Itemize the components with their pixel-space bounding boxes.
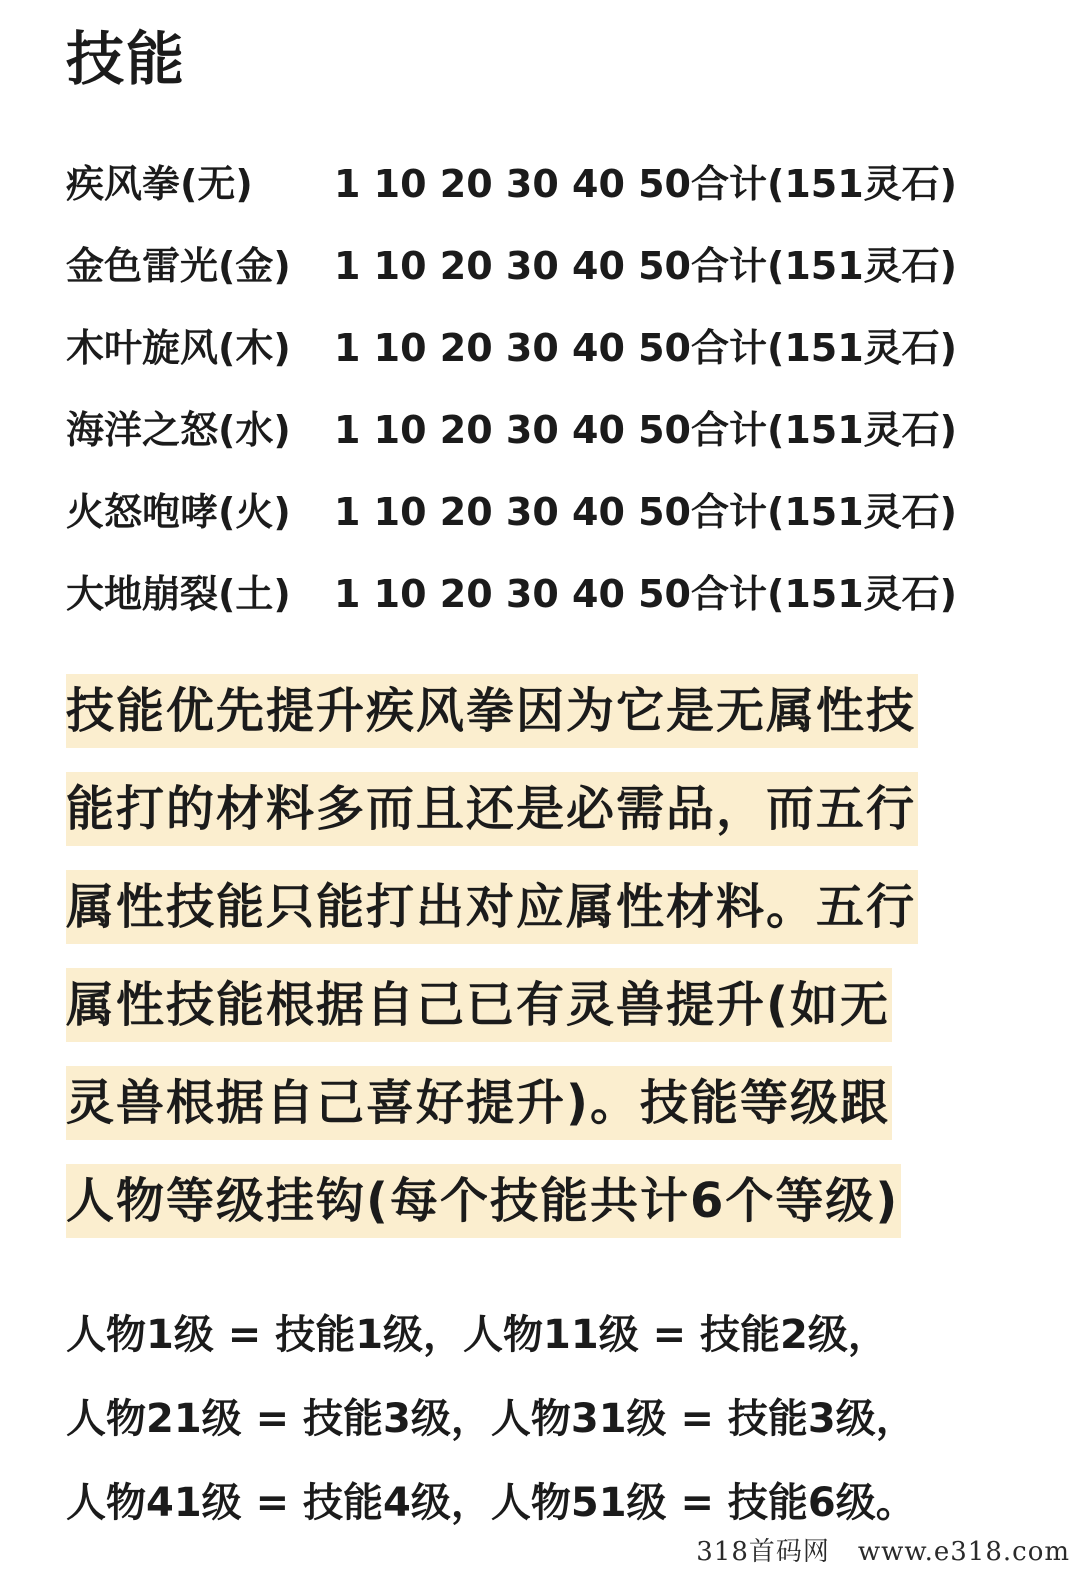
skill-name: 海洋之怒(水) bbox=[66, 408, 291, 452]
highlight-text: 灵兽根据自己喜好提升)。技能等级跟 bbox=[66, 1066, 892, 1140]
skill-levels: 1 10 20 30 40 50合计(151灵石) bbox=[334, 490, 958, 534]
page-title: 技能 bbox=[66, 25, 187, 93]
skill-levels: 1 10 20 30 40 50合计(151灵石) bbox=[334, 408, 958, 452]
highlight-line bbox=[66, 1066, 1016, 1164]
highlight-text: 技能优先提升疾风拳因为它是无属性技 bbox=[66, 674, 918, 748]
skill-row bbox=[66, 316, 1026, 398]
highlight-text: 能打的材料多而且还是必需品，而五行 bbox=[66, 772, 918, 846]
skill-name: 大地崩裂(土) bbox=[66, 572, 291, 616]
watermark bbox=[696, 1531, 1070, 1568]
skill-name: 木叶旋风(木) bbox=[66, 326, 291, 370]
highlighted-paragraph bbox=[66, 674, 1016, 1262]
highlight-line bbox=[66, 1164, 1016, 1262]
level-mapping bbox=[66, 1300, 1026, 1552]
highlight-line bbox=[66, 674, 1016, 772]
skill-row bbox=[66, 398, 1026, 480]
skill-name: 火怒咆哮(火) bbox=[66, 490, 291, 534]
level-map-line: 人物1级 = 技能1级，人物11级 = 技能2级， bbox=[66, 1312, 888, 1358]
skill-levels: 1 10 20 30 40 50合计(151灵石) bbox=[334, 244, 958, 288]
skill-row bbox=[66, 152, 1026, 234]
highlight-line bbox=[66, 968, 1016, 1066]
highlight-text: 人物等级挂钩(每个技能共计6个等级) bbox=[66, 1164, 901, 1238]
skill-levels: 1 10 20 30 40 50合计(151灵石) bbox=[334, 162, 958, 206]
level-map-line: 人物41级 = 技能4级，人物51级 = 技能6级。 bbox=[66, 1480, 916, 1526]
highlight-line bbox=[66, 870, 1016, 968]
highlight-line bbox=[66, 772, 1016, 870]
skill-row bbox=[66, 234, 1026, 316]
skill-levels: 1 10 20 30 40 50合计(151灵石) bbox=[334, 572, 958, 616]
skill-name: 疾风拳(无) bbox=[66, 162, 253, 206]
watermark-url: www.e318.com bbox=[857, 1537, 1070, 1567]
highlight-text: 属性技能只能打出对应属性材料。五行 bbox=[66, 870, 918, 944]
skill-row bbox=[66, 562, 1026, 644]
watermark-site-name: 318首码网 bbox=[696, 1537, 830, 1567]
skill-row bbox=[66, 480, 1026, 562]
skill-name: 金色雷光(金) bbox=[66, 244, 291, 288]
highlight-text: 属性技能根据自己已有灵兽提升(如无 bbox=[66, 968, 892, 1042]
level-map-line: 人物21级 = 技能3级，人物31级 = 技能3级， bbox=[66, 1396, 916, 1442]
skill-levels: 1 10 20 30 40 50合计(151灵石) bbox=[334, 326, 958, 370]
skill-list bbox=[66, 152, 1026, 644]
